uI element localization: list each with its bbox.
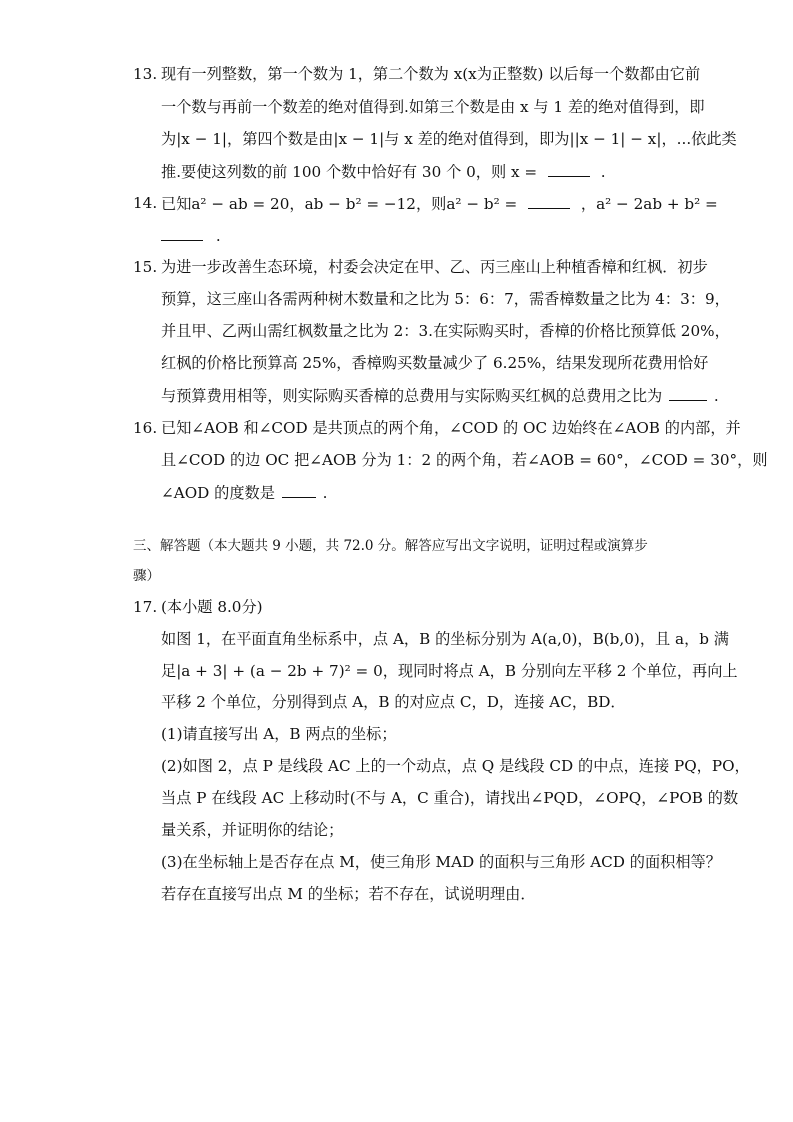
q17-line-3: 平移 2 个单位，分别得到点 A，B 的对应点 C，D，连接 AC，BD． bbox=[161, 693, 626, 711]
section3-heading: 三、解答题（本大题共 9 小题，共 72.0 分。解答应写出文字说明，证明过程或演算步 bbox=[133, 538, 648, 554]
q16-line-3-text: ∠AOD 的度数是 bbox=[161, 484, 275, 502]
q17-part-2-cont-2: 量关系，并证明你的结论； bbox=[161, 821, 344, 839]
q14-answer-blank-1[interactable] bbox=[528, 192, 570, 209]
q16-line-1: 已知∠AOB 和∠COD 是共顶点的两个角，∠COD 的 OC 边始终在∠AOB 的内部，并 bbox=[161, 419, 741, 437]
q17-line-1: 如图 1，在平面直角坐标系中，点 A，B 的坐标分别为 A(a,0)，B(b,0)，且 a，b 满 bbox=[161, 630, 729, 648]
q14-text-1: 已知a² − ab = 20，ab − b² = −12，则a² − b² = bbox=[161, 195, 518, 213]
q16-answer-blank[interactable] bbox=[282, 481, 316, 498]
q17-part-1: (1)请直接写出 A，B 两点的坐标； bbox=[161, 725, 397, 743]
q15-line-1: 为进一步改善生态环境，村委会决定在甲、乙、丙三座山上种植香樟和红枫．初步 bbox=[161, 258, 708, 276]
q15-number: 15. bbox=[133, 258, 158, 276]
q17-number: 17. bbox=[133, 598, 158, 616]
q17-part-2: (2)如图 2，点 P 是线段 AC 上的一个动点，点 Q 是线段 CD 的中点，连接 PQ，PO， bbox=[161, 757, 750, 775]
q14-line-2 bbox=[161, 224, 221, 247]
q14-answer-blank-2[interactable] bbox=[161, 224, 203, 241]
q13-line-4-text: 推.要使这列数的前 100 个数中恰好有 30 个 0，则 x = bbox=[161, 163, 538, 181]
q13-number: 13. bbox=[133, 65, 158, 83]
q15-line-5-text: 与预算费用相等，则实际购买香樟的总费用与实际购买红枫的总费用之比为 bbox=[161, 387, 663, 405]
q16-line-3 bbox=[161, 481, 327, 504]
q14-line-1 bbox=[161, 192, 718, 215]
q13-answer-blank[interactable] bbox=[548, 160, 590, 177]
q13-line-1: 现有一列整数，第一个数为 1，第二个数为 x(x为正整数) 以后每一个数都由它前 bbox=[161, 65, 701, 83]
q13-line-2: 一个数与再前一个数差的绝对值得到.如第三个数是由 x 与 1 差的绝对值得到，即 bbox=[161, 98, 705, 116]
q13-tail: . bbox=[600, 163, 606, 181]
q14-text-2: ，a² − 2ab + b² = bbox=[580, 195, 718, 213]
q15-tail: . bbox=[713, 387, 719, 405]
q17-header: (本小题 8.0分) bbox=[161, 598, 263, 616]
q17-line-2: 足|a + 3| + (a − 2b + 7)² = 0，现同时将点 A，B 分别向左平移 2 个单位，再向上 bbox=[161, 662, 738, 680]
q17-part-3: (3)在坐标轴上是否存在点 M，使三角形 MAD 的面积与三角形 ACD 的面积相等？ bbox=[161, 853, 721, 871]
q15-line-4: 红枫的价格比预算高 25%，香樟购买数量减少了 6.25%，结果发现所花费用恰好 bbox=[161, 354, 709, 372]
q15-line-5 bbox=[161, 384, 719, 407]
q15-line-3: 并且甲、乙两山需红枫数量之比为 2：3.在实际购买时，香樟的价格比预算低 20%， bbox=[161, 322, 730, 340]
q13-line-4 bbox=[161, 160, 606, 183]
q14-tail: . bbox=[215, 227, 221, 245]
q16-number: 16. bbox=[133, 419, 158, 437]
q13-line-3: 为|x − 1|，第四个数是由|x − 1|与 x 差的绝对值得到，即为||x − 1| − x|，...依此类 bbox=[161, 130, 737, 148]
q15-answer-blank[interactable] bbox=[669, 384, 707, 401]
q15-line-2: 预算，这三座山各需两种树木数量和之比为 5：6：7，需香樟数量之比为 4：3：9， bbox=[161, 290, 730, 308]
q17-part-3-cont: 若存在直接写出点 M 的坐标；若不存在，试说明理由． bbox=[161, 885, 536, 903]
q17-part-2-cont-1: 当点 P 在线段 AC 上移动时(不与 A，C 重合)，请找出∠PQD，∠OPQ，∠POB 的数 bbox=[161, 789, 739, 807]
q14-number: 14. bbox=[133, 194, 158, 212]
q16-line-2: 且∠COD 的边 OC 把∠AOB 分为 1：2 的两个角，若∠AOB = 60°，∠COD = 30°，则 bbox=[161, 451, 768, 469]
section3-heading-cont: 骤） bbox=[133, 568, 160, 584]
q16-tail: . bbox=[322, 484, 328, 502]
